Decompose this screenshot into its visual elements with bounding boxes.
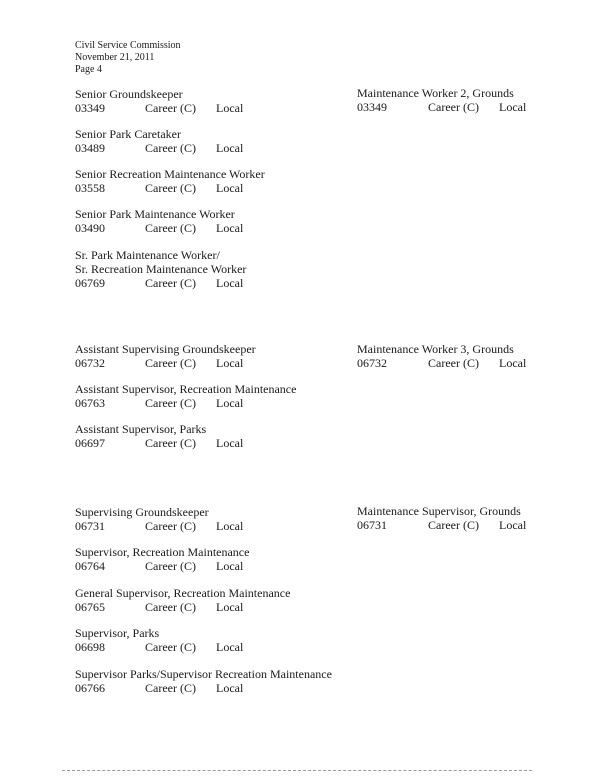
title-name: Senior Park Caretaker [75, 127, 181, 141]
jurisdiction: Local [216, 181, 244, 195]
title-name: Supervisor Parks/Supervisor Recreation Maintenance [75, 667, 332, 681]
appointment-type: Career (C) [145, 681, 196, 695]
left-title-entry [75, 87, 244, 115]
appointment-type: Career (C) [145, 181, 196, 195]
footer-rule [62, 770, 532, 771]
right-title-entry [357, 342, 527, 370]
jurisdiction: Local [216, 436, 244, 450]
title-code: 06697 [75, 436, 105, 450]
title-name: Senior Groundskeeper [75, 87, 183, 101]
document-header [75, 40, 181, 76]
title-name: Assistant Supervising Groundskeeper [75, 342, 256, 356]
jurisdiction: Local [216, 559, 244, 573]
title-details-row [75, 141, 244, 155]
appointment-type: Career (C) [428, 356, 479, 370]
appointment-type: Career (C) [145, 221, 196, 235]
appointment-type: Career (C) [428, 518, 479, 532]
title-code: 03490 [75, 221, 105, 235]
title-code: 03489 [75, 141, 105, 155]
title-name: Sr. Recreation Maintenance Worker [75, 262, 247, 276]
left-title-entry [75, 248, 246, 290]
right-title-entry [357, 504, 527, 532]
appointment-type: Career (C) [145, 559, 196, 573]
title-code: 03349 [75, 101, 105, 115]
left-title-entry [75, 667, 332, 695]
jurisdiction: Local [216, 519, 244, 533]
jurisdiction: Local [216, 276, 244, 290]
title-details-row [75, 559, 249, 573]
title-details-row [75, 276, 246, 290]
title-name: Assistant Supervisor, Parks [75, 422, 207, 436]
jurisdiction: Local [499, 518, 527, 532]
title-name: General Supervisor, Recreation Maintenance [75, 586, 291, 600]
jurisdiction: Local [216, 396, 244, 410]
jurisdiction: Local [499, 100, 527, 114]
title-details-row [357, 100, 527, 114]
left-title-entry [75, 505, 244, 533]
title-name: Supervising Groundskeeper [75, 505, 209, 519]
left-title-entry [75, 382, 296, 410]
title-details-row [75, 681, 332, 695]
header-organization: Civil Service Commission [75, 40, 181, 51]
title-code: 03558 [75, 181, 105, 195]
appointment-type: Career (C) [145, 101, 196, 115]
appointment-type: Career (C) [145, 640, 196, 654]
header-page-number: Page 4 [75, 64, 102, 75]
title-details-row [75, 181, 265, 195]
appointment-type: Career (C) [145, 141, 196, 155]
title-details-row [75, 356, 256, 370]
jurisdiction: Local [216, 681, 244, 695]
title-name: Maintenance Supervisor, Grounds [357, 504, 521, 518]
title-name: Senior Park Maintenance Worker [75, 207, 235, 221]
title-code: 06766 [75, 681, 105, 695]
left-title-entry [75, 207, 244, 235]
title-details-row [75, 221, 244, 235]
title-code: 06732 [75, 356, 105, 370]
jurisdiction: Local [216, 356, 244, 370]
title-details-row [75, 519, 244, 533]
jurisdiction: Local [216, 221, 244, 235]
title-name: Sr. Park Maintenance Worker/ [75, 248, 220, 262]
title-details-row [75, 436, 244, 450]
title-details-row [357, 518, 527, 532]
title-code: 06731 [75, 519, 105, 533]
title-code: 06698 [75, 640, 105, 654]
title-details-row [357, 356, 527, 370]
title-code: 06731 [357, 518, 387, 532]
left-title-entry [75, 342, 256, 370]
appointment-type: Career (C) [145, 396, 196, 410]
title-name: Assistant Supervisor, Recreation Maintenance [75, 382, 297, 396]
title-code: 06732 [357, 356, 387, 370]
appointment-type: Career (C) [428, 100, 479, 114]
left-title-entry [75, 127, 244, 155]
title-name: Maintenance Worker 3, Grounds [357, 342, 514, 356]
appointment-type: Career (C) [145, 519, 196, 533]
jurisdiction: Local [499, 356, 527, 370]
title-name: Supervisor, Parks [75, 626, 160, 640]
title-code: 06763 [75, 396, 105, 410]
jurisdiction: Local [216, 600, 244, 614]
jurisdiction: Local [216, 101, 244, 115]
title-details-row [75, 101, 244, 115]
jurisdiction: Local [216, 640, 244, 654]
appointment-type: Career (C) [145, 436, 196, 450]
left-title-entry [75, 626, 244, 654]
title-details-row [75, 640, 244, 654]
title-name: Senior Recreation Maintenance Worker [75, 167, 265, 181]
header-date: November 21, 2011 [75, 52, 155, 63]
title-code: 06764 [75, 559, 105, 573]
left-title-entry [75, 422, 244, 450]
left-title-entry [75, 167, 265, 195]
appointment-type: Career (C) [145, 356, 196, 370]
title-name: Supervisor, Recreation Maintenance [75, 545, 250, 559]
title-code: 03349 [357, 100, 387, 114]
title-name: Maintenance Worker 2, Grounds [357, 86, 514, 100]
jurisdiction: Local [216, 141, 244, 155]
left-title-entry [75, 545, 249, 573]
appointment-type: Career (C) [145, 276, 196, 290]
left-title-entry [75, 586, 290, 614]
title-details-row [75, 600, 290, 614]
appointment-type: Career (C) [145, 600, 196, 614]
right-title-entry [357, 86, 527, 114]
title-details-row [75, 396, 296, 410]
title-code: 06765 [75, 600, 105, 614]
title-code: 06769 [75, 276, 105, 290]
